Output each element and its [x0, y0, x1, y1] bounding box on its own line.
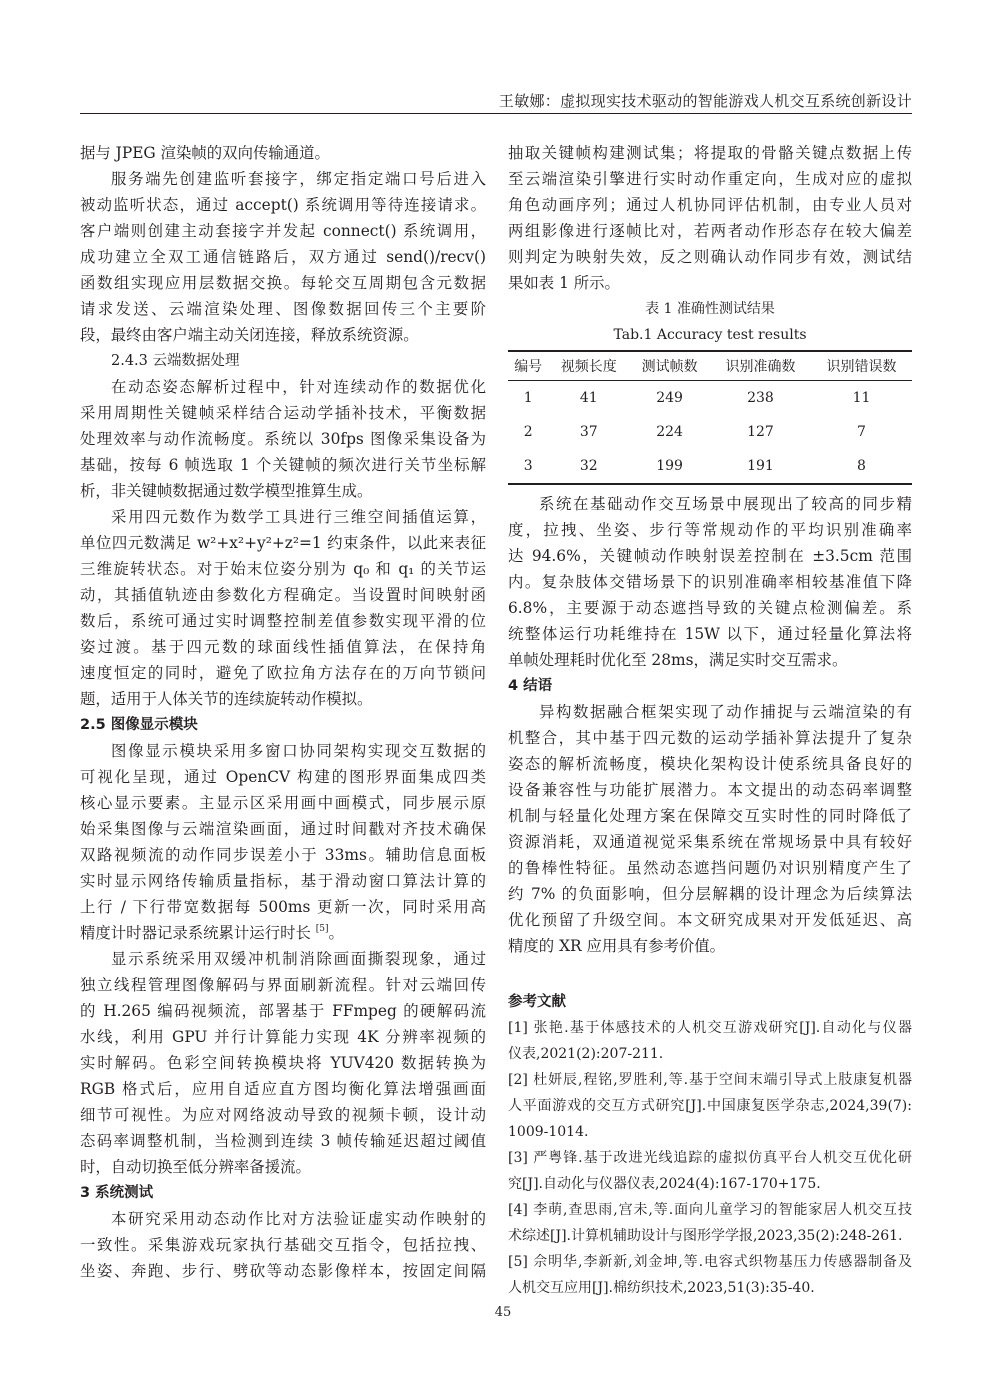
table-row [508, 381, 912, 416]
text-line: 函数组实现应用层数据交换。每轮交互周期包含元数据 [80, 274, 486, 292]
text-line: 据与 JPEG 渲染帧的双向传输通道。 [80, 144, 330, 162]
accuracy-table [508, 350, 912, 485]
table-block [508, 296, 912, 485]
paragraph [80, 738, 486, 946]
text-line: 实时解码。色彩空间转换模块将 YUV420 数据转换为 [80, 1054, 486, 1072]
text-line: 系统在基础动作交互场景中展现出了较高的同步精 [539, 495, 912, 513]
text-line: 请求发送、云端渲染处理、图像数据回传三个主要阶 [80, 300, 486, 318]
text-line: 精度的 XR 应用具有参考价值。 [508, 937, 726, 955]
text-line: 设备兼容性与功能扩展潜力。本文提出的动态码率调整 [508, 781, 912, 799]
references-heading: 参考文献 [508, 994, 566, 1010]
text-line: 动，其插值轨迹由参数化方程确定。当设置时间映射函 [80, 586, 486, 604]
text-span: 。 [328, 924, 344, 942]
reference-line: 人平面游戏的交互方式研究[J].中国康复医学杂志,2024,39(7): [508, 1098, 912, 1114]
page-number: 45 [494, 1305, 512, 1320]
text-line: 异构数据融合框架实现了动作捕捉与云端渲染的有 [539, 703, 912, 721]
reference-line: 1009-1014. [508, 1124, 589, 1140]
section-heading: 2.5 图像显示模块 [80, 717, 198, 733]
text-line: 成功建立全双工通信链路后，双方通过 send()/recv() [80, 248, 486, 266]
text-line: 客户端则创建主动套接字并发起 connect() 系统调用， [80, 222, 486, 240]
text-line: 图像显示模块采用多窗口协同架构实现交互数据的 [111, 742, 486, 760]
reference-item [508, 1015, 912, 1067]
text-line: 机整合，其中基于四元数的运动学插补算法提升了复杂 [508, 729, 912, 747]
reference-line: [5] 佘明华,李新新,刘金坤,等.电容式织物基压力传感器制备及 [508, 1254, 912, 1270]
table-cell: 1 [523, 390, 533, 406]
column-header: 测试帧数 [641, 359, 698, 375]
reference-item [508, 1145, 912, 1197]
text-line: 上行 / 下行带宽数据每 500ms 更新一次，同时采用高 [80, 898, 486, 916]
text-line: RGB 格式后，应用自适应直方图均衡化算法增强画面 [80, 1080, 486, 1098]
table-cell: 224 [656, 424, 683, 440]
text-line: 统整体运行功耗维持在 15W 以下，通过轻量化算法将 [508, 625, 912, 643]
citation-superscript: [5] [315, 924, 329, 934]
text-line: 达 94.6%，关键帧动作映射误差控制在 ±3.5cm 范围 [508, 547, 912, 565]
text-line: 的鲁棒性特征。虽然动态遮挡问题仍对识别精度产生了 [508, 859, 912, 877]
text-line: 抽取关键帧构建测试集；将提取的骨骼关键点数据上传 [508, 144, 912, 162]
text-line: 本研究采用动态动作比对方法验证虚实动作映射的 [111, 1210, 486, 1228]
section-heading: 4 结语 [508, 678, 553, 694]
text-line: 两组影像进行逐帧比对，若两者动作形态存在较大偏差 [508, 222, 912, 240]
column-header: 视频长度 [560, 359, 617, 375]
text-line: 段，最终由客户端主动关闭连接，释放系统资源。 [80, 326, 419, 344]
table-cell: 8 [857, 458, 866, 474]
reference-line: 究[J].自动化与仪器仪表,2024(4):167-170+175. [508, 1176, 821, 1192]
right-column [508, 140, 912, 1301]
table-cell: 41 [579, 390, 598, 406]
text-line: 机制与轻量化处理方案在保障交互实时性的同时降低了 [508, 807, 912, 825]
table-cell: 32 [579, 458, 598, 474]
text-line: 处理效率与动作流畅度。系统以 30fps 图像采集设备为 [80, 430, 486, 448]
text-line: 采用周期性关键帧采样结合运动学插补技术，平衡数据 [80, 404, 486, 422]
text-line: 态码率调整机制，当检测到连续 3 帧传输延迟超过阈值 [80, 1132, 486, 1150]
text-line: 基础，按每 6 帧选取 1 个关键帧的频次进行关节坐标解 [80, 456, 486, 474]
text-line: 果如表 1 所示。 [508, 274, 620, 292]
text-line: 显示系统采用双缓冲机制消除画面撕裂现象，通过 [111, 950, 486, 968]
text-line: 析，非关键帧数据通过数学模型推算生成。 [80, 482, 373, 500]
text-line: 6.8%，主要源于动态遮挡导致的关键点检测偏差。系 [508, 599, 912, 617]
table-cell: 238 [747, 390, 774, 406]
header-rule [80, 113, 912, 114]
text-line: 则判定为映射失效，反之则确认动作同步有效，测试结 [508, 248, 912, 266]
table-caption-cn: 表 1 准确性测试结果 [645, 301, 775, 317]
text-line: 单位四元数满足 w²+x²+y²+z²=1 约束条件，以此来表征 [80, 534, 486, 552]
reference-line: [2] 杜妍辰,程铭,罗胜利,等.基于空间末端引导式上肢康复机器 [508, 1072, 912, 1088]
table-cell: 37 [579, 424, 598, 440]
left-column [80, 140, 486, 1284]
text-line: 一致性。采集游戏玩家执行基础交互指令，包括拉拽、 [80, 1236, 486, 1254]
text-line: 姿过渡。基于四元数的球面线性插值算法，在保持角 [80, 638, 486, 656]
table-cell: 127 [747, 424, 774, 440]
section-heading: 2.4.3 云端数据处理 [111, 353, 240, 369]
text-line: 时，自动切换至低分辨率备援流。 [80, 1158, 311, 1176]
table-cell: 3 [523, 458, 533, 474]
text-line: 细节可视性。为应对网络波动导致的视频卡顿，设计动 [80, 1106, 486, 1124]
text-line: 双路视频流的动作同步误差小于 33ms。辅助信息面板 [80, 846, 486, 864]
text-line: 度，拉拽、坐姿、步行等常规动作的平均识别准确率 [508, 521, 912, 539]
text-line: 在动态姿态解析过程中，针对连续动作的数据优化 [111, 378, 486, 396]
reference-line: 术综述[J].计算机辅助设计与图形学学报,2023,35(2):248-261. [508, 1228, 903, 1244]
table-caption-en: Tab.1 Accuracy test results [613, 327, 807, 343]
paragraph [508, 140, 912, 296]
text-line: 姿态的解析流畅度，模块化架构设计使系统具备良好的 [508, 755, 912, 773]
paragraph [80, 166, 486, 348]
table-cell: 2 [523, 424, 533, 440]
text-line: 独立线程管理图像解码与界面刷新流程。针对云端回传 [80, 976, 486, 994]
text-line: 优化预留了升级空间。本文研究成果对开发低延迟、高 [508, 911, 912, 929]
paragraph [80, 504, 486, 712]
reference-item [508, 1249, 912, 1301]
table-row [508, 415, 912, 449]
text-line: 采用四元数作为数学工具进行三维空间插值运算， [111, 508, 486, 526]
text-line: 核心显示要素。主显示区采用画中画模式，同步展示原 [80, 794, 486, 812]
text-line: 服务端先创建监听套接字，绑定指定端口号后进入 [111, 170, 486, 188]
running-head: 王敏娜：虚拟现实技术驱动的智能游戏人机交互系统创新设计 [498, 92, 912, 110]
table-cell: 11 [852, 390, 871, 406]
text-line: 实时显示网络传输质量指标，基于滑动窗口算法计算的 [80, 872, 486, 890]
paragraph [80, 374, 486, 504]
text-line: 始采集图像与云端渲染画面，通过时间戳对齐技术确保 [80, 820, 486, 838]
reference-line: [1] 张艳.基于体感技术的人机交互游戏研究[J].自动化与仪器 [508, 1020, 912, 1036]
paragraph [508, 491, 912, 673]
text-line: 被动监听状态，通过 accept() 系统调用等待连接请求。 [80, 196, 486, 214]
text-line: 内。复杂肢体交错场景下的识别准确率相较基准值下降 [508, 573, 912, 591]
text-span: 精度计时器记录系统累计运行时长 [80, 924, 311, 942]
text-line: 约 7% 的负面影响，但分层解耦的设计理念为后续算法 [508, 885, 912, 903]
table-cell: 199 [656, 458, 683, 474]
paragraph [80, 946, 486, 1180]
table-cell: 7 [857, 424, 866, 440]
paragraph [80, 1206, 486, 1284]
table-header-row [508, 351, 912, 381]
text-line: 至云端渲染引擎进行实时动作重定向，生成对应的虚拟 [508, 170, 912, 188]
reference-line: 仪表,2021(2):207-211. [508, 1046, 664, 1062]
section-heading: 3 系统测试 [80, 1185, 154, 1201]
text-line: 资源消耗，双通道视觉采集系统在常规场景中具有较好 [508, 833, 912, 851]
text-line: 角色动画序列；通过人机协同评估机制，由专业人员对 [508, 196, 912, 214]
text-line: 坐姿、奔跑、步行、劈砍等动态影像样本，按固定间隔 [80, 1262, 486, 1280]
column-header: 识别准确数 [725, 359, 796, 375]
text-line [80, 920, 486, 946]
reference-item [508, 1067, 912, 1145]
column-header: 编号 [514, 359, 543, 375]
text-line: 水线，利用 GPU 并行计算能力实现 4K 分辨率视频的 [80, 1028, 486, 1046]
table-row [508, 449, 912, 484]
text-line: 的 H.265 编码视频流，部署基于 FFmpeg 的硬解码流 [80, 1002, 486, 1020]
text-line: 可视化呈现，通过 OpenCV 构建的图形界面集成四类 [80, 768, 486, 786]
reference-line: [4] 李萌,查思雨,宫未,等.面向儿童学习的智能家居人机交互技 [508, 1202, 912, 1218]
reference-line: 人机交互应用[J].棉纺织技术,2023,51(3):35-40. [508, 1280, 815, 1296]
reference-line: [3] 严粤锋.基于改进光线追踪的虚拟仿真平台人机交互优化研 [508, 1150, 912, 1166]
table-cell: 191 [747, 458, 774, 474]
text-line: 三维旋转状态。对于始末位姿分别为 q₀ 和 q₁ 的关节运 [80, 560, 486, 578]
reference-item [508, 1197, 912, 1249]
text-line: 单帧处理耗时优化至 28ms，满足实时交互需求。 [508, 651, 848, 669]
text-line: 数后，系统可通过实时调整控制差值参数实现平滑的位 [80, 612, 486, 630]
column-header: 识别错误数 [826, 359, 897, 375]
paragraph [508, 699, 912, 959]
table-cell: 249 [656, 390, 683, 406]
text-line: 速度恒定的同时，避免了欧拉角方法存在的万向节锁问 [80, 664, 486, 682]
text-line: 题，适用于人体关节的连续旋转动作模拟。 [80, 690, 373, 708]
paragraph [80, 140, 486, 166]
